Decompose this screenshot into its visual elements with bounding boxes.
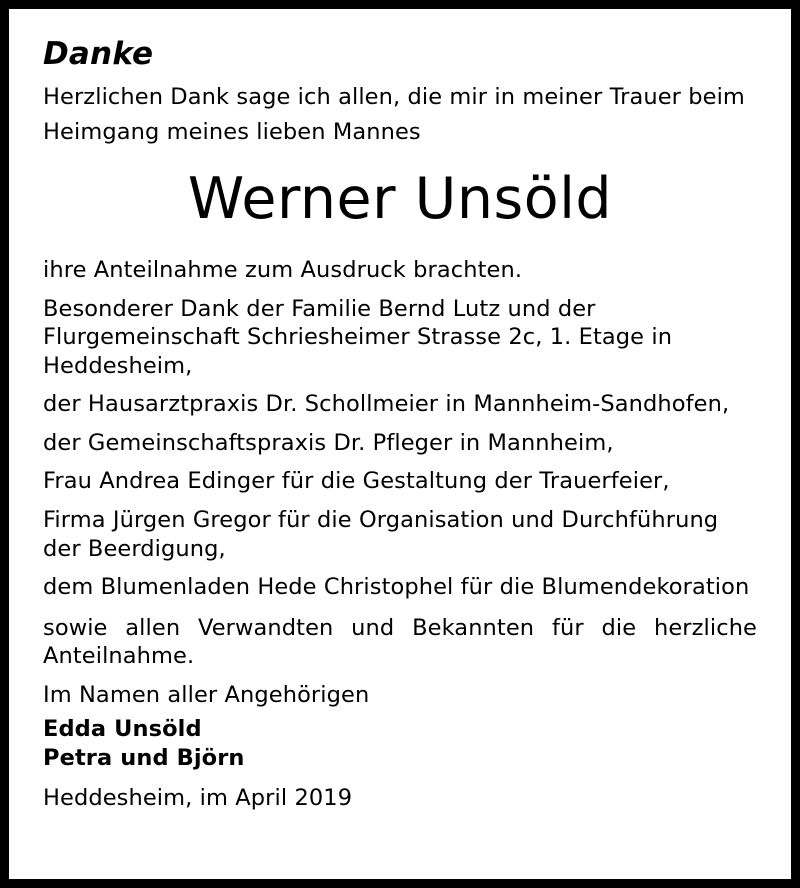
after-name-line: ihre Anteilnahme zum Ausdruck brachten.	[43, 257, 523, 284]
page-title: Danke	[43, 36, 154, 72]
signature-intro: Im Namen aller Angehörigen	[43, 681, 370, 708]
intro-line-1: Herzlichen Dank sage ich allen, die mir in meiner Trauer beim	[43, 84, 745, 111]
thanks-entry: der Gemeinschaftspraxis Dr. Pfleger in Mannheim,	[43, 429, 614, 456]
closing-paragraph: sowie allen Verwandten und Bekannten für die herzliche Anteilnahme.	[43, 614, 757, 670]
intro-line-2: Heimgang meines lieben Mannes	[43, 118, 421, 145]
thanks-entry: Besonderer Dank der Familie Bernd Lutz und der Flurgemeinschaft Schriesheimer Strasse 2c, 1. Etage in Heddesheim,	[43, 295, 673, 379]
place-and-date: Heddesheim, im April 2019	[43, 784, 353, 811]
thanks-entry: der Hausarztpraxis Dr. Schollmeier in Mannheim-Sandhofen,	[43, 391, 730, 418]
signature-name: Edda Unsöld	[43, 716, 202, 743]
signature-block	[43, 681, 757, 772]
thanks-entry: dem Blumenladen Hede Christophel für die Blumendekoration	[43, 574, 750, 601]
thanks-entry: Frau Andrea Edinger für die Gestaltung der Trauerfeier,	[43, 468, 670, 495]
deceased-name: Werner Unsöld	[187, 166, 613, 233]
signature-name: Petra und Björn	[43, 744, 245, 771]
thanks-entry: Firma Jürgen Gregor für die Organisation und Durchführung der Beerdigung,	[43, 507, 719, 562]
